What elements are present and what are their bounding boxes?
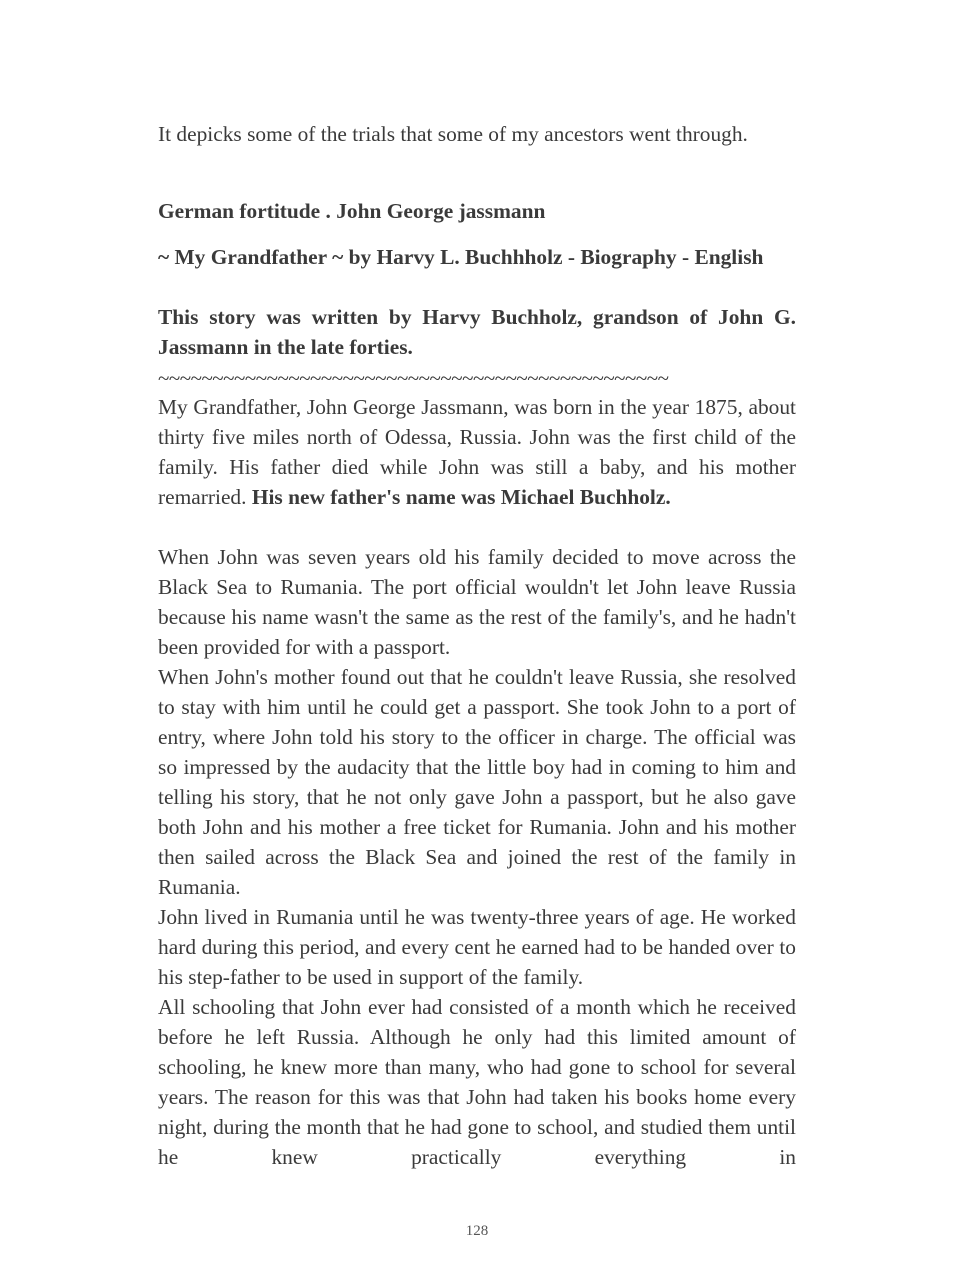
paragraph-1-text: My Grandfather, John George Jassmann, was born in the year 1875, about thirty five miles north of Odessa, Russia. John was the first child of the family. His father died while John was still a baby, and his mother remarried. bbox=[158, 395, 796, 509]
subtitle-line: ~ My Grandfather ~ by Harvy L. Buchhholz - Biography - English bbox=[158, 245, 764, 269]
page-number: 128 bbox=[465, 1223, 489, 1239]
paragraph-4: John lived in Rumania until he was twenty-three years of age. He worked hard during this period, and every cent he earned had to be handed over to his step-father to be used in support of the family. bbox=[158, 905, 796, 989]
intro-paragraph: It depicks some of the trials that some of my ancestors went through. bbox=[158, 122, 748, 146]
paragraph-1 bbox=[158, 392, 796, 512]
paragraph-3: When John's mother found out that he couldn't leave Russia, she resolved to stay with him until he could get a passport. She took John to a port of entry, where John told his story to the officer in charge. The official was so impressed by the audacity that the little boy had in coming to him and telling his story, that he not only gave John a passport, but he also gave both John and his mother a free ticket for Rumania. John and his mother then sailed across the Black Sea and joined the rest of the family in Rumania. bbox=[158, 665, 796, 899]
paragraph-5: All schooling that John ever had consisted of a month which he received before he left Russia. Although he only had this limited amount of schooling, he knew more than many, who had gone to school for several years. The reason for this was that John had taken his books home every night, during the month that he had gone to school, and studied them until he knew practically everything in bbox=[158, 995, 796, 1169]
paragraph-2: When John was seven years old his family decided to move across the Black Sea to Rumania. The port official wouldn't let John leave Russia because his name wasn't the same as the rest of the family's, and he hadn't been provided for with a passport. bbox=[158, 545, 796, 659]
section-heading: German fortitude . John George jassmann bbox=[158, 199, 546, 223]
tilde-separator: ~~~~~~~~~~~~~~~~~~~~~~~~~~~~~~~~~~~~~~~~~~~~~~~ bbox=[158, 366, 669, 390]
author-note: This story was written by Harvy Buchholz, grandson of John G. Jassmann in the late forties. bbox=[158, 305, 796, 359]
paragraph-1-bold: His new father's name was Michael Buchholz. bbox=[251, 485, 671, 509]
